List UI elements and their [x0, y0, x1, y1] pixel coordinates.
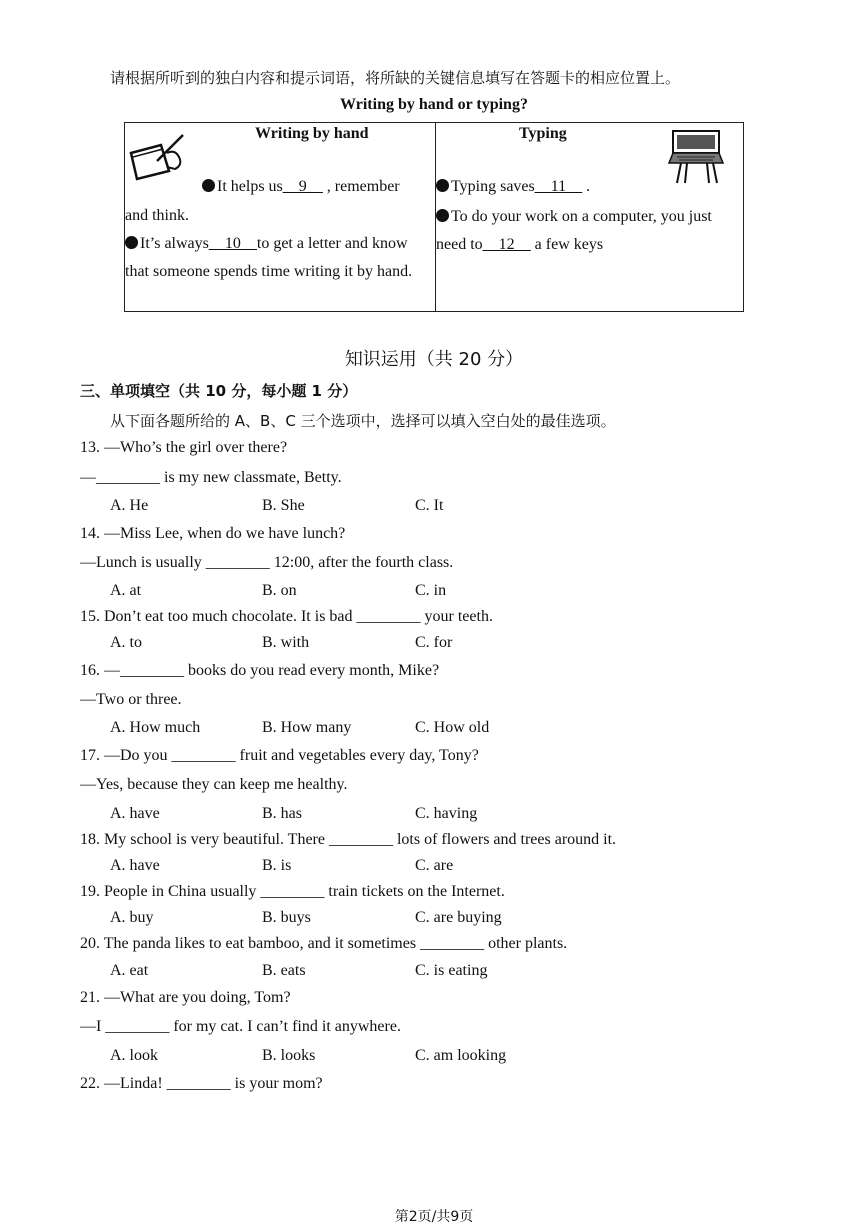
- left-line-3: [125, 230, 408, 258]
- question-13-option-a: A. He: [110, 497, 149, 514]
- blank-11: __11__: [534, 178, 583, 195]
- question-21-option-a: A. look: [110, 1047, 158, 1064]
- question-15-line-1: 15. Don’t eat too much chocolate. It is bad ________ your teeth.: [80, 608, 493, 625]
- bullet-icon: [125, 236, 138, 249]
- left-text-3a: It’s always: [140, 235, 209, 252]
- question-17-option-a: A. have: [110, 805, 160, 822]
- question-18-option-c: C. are: [415, 857, 454, 874]
- blank-9: __9__: [282, 178, 323, 195]
- question-19-option-a: A. buy: [110, 909, 154, 926]
- question-13-option-b: B. She: [262, 497, 305, 514]
- part3-heading: 三、单项填空（共 10 分，每小题 1 分）: [80, 382, 358, 400]
- question-20-option-c: C. is eating: [415, 962, 488, 979]
- question-20-option-a: A. eat: [110, 962, 149, 979]
- question-14-option-a: A. at: [110, 582, 142, 599]
- right-column-header: Typing: [519, 125, 567, 142]
- question-16-line-1: 16. —________ books do you read every month, Mike?: [80, 662, 440, 679]
- question-19-option-b: B. buys: [262, 909, 311, 926]
- question-19-option-c: C. are buying: [415, 909, 502, 926]
- right-line-3: [436, 231, 603, 259]
- right-text-3b: a few keys: [530, 236, 604, 253]
- question-19-line-1: 19. People in China usually ________ train tickets on the Internet.: [80, 883, 505, 900]
- question-14-line-1: 14. —Miss Lee, when do we have lunch?: [80, 525, 346, 542]
- left-line-2: and think.: [125, 207, 189, 224]
- question-14-option-b: B. on: [262, 582, 297, 599]
- writing-hand-icon: [127, 131, 189, 183]
- question-15-option-b: B. with: [262, 634, 310, 651]
- question-14-line-2: —Lunch is usually ________ 12:00, after the fourth class.: [80, 554, 454, 571]
- question-13-line-2: —________ is my new classmate, Betty.: [80, 469, 342, 486]
- question-18-line-1: 18. My school is very beautiful. There ________ lots of flowers and trees around it.: [80, 831, 617, 848]
- question-21-option-b: B. looks: [262, 1047, 316, 1064]
- question-16-option-b: B. How many: [262, 719, 352, 736]
- question-13-option-c: C. It: [415, 497, 444, 514]
- question-15-option-a: A. to: [110, 634, 142, 651]
- right-line-1: [436, 173, 590, 201]
- right-text-3a: need to: [436, 236, 483, 253]
- left-text-1a: It helps us: [217, 178, 283, 195]
- left-column-header: Writing by hand: [255, 125, 369, 142]
- question-13-line-1: 13. —Who’s the girl over there?: [80, 439, 288, 456]
- question-16-option-a: A. How much: [110, 719, 201, 736]
- right-text-1b: .: [582, 178, 591, 195]
- bullet-icon: [202, 179, 215, 192]
- question-16-option-c: C. How old: [415, 719, 490, 736]
- left-line-4: that someone spends time writing it by hand.: [125, 263, 413, 280]
- right-line-2: [436, 203, 712, 231]
- bullet-icon: [436, 179, 449, 192]
- listening-instruction: 请根据所听到的独白内容和提示词语，将所缺的关键信息填写在答题卡的相应位置上。: [110, 69, 681, 87]
- question-20-line-1: 20. The panda likes to eat bamboo, and it sometimes ________ other plants.: [80, 935, 568, 952]
- left-text-1b: , remember: [322, 178, 400, 195]
- bullet-icon: [436, 209, 449, 222]
- question-17-line-1: 17. —Do you ________ fruit and vegetables every day, Tony?: [80, 747, 479, 764]
- laptop-typing-icon: [667, 129, 725, 185]
- page-footer: 第2页/共9页: [394, 1209, 474, 1225]
- info-table: [124, 122, 744, 312]
- part3-instruction: 从下面各题所给的 A、B、C 三个选项中，选择可以填入空白处的最佳选项。: [110, 412, 616, 430]
- question-20-option-b: B. eats: [262, 962, 306, 979]
- question-14-option-c: C. in: [415, 582, 447, 599]
- question-21-line-1: 21. —What are you doing, Tom?: [80, 989, 291, 1006]
- question-18-option-a: A. have: [110, 857, 160, 874]
- question-15-option-c: C. for: [415, 634, 453, 651]
- question-17-option-c: C. having: [415, 805, 478, 822]
- blank-10: __10__: [208, 235, 257, 252]
- section-heading: 知识运用（共 20 分）: [344, 349, 524, 370]
- question-17-option-b: B. has: [262, 805, 302, 822]
- table-title: Writing by hand or typing?: [340, 96, 528, 113]
- left-text-3b: to get a letter and know: [256, 235, 408, 252]
- right-text-2: To do your work on a computer, you just: [451, 208, 712, 225]
- right-text-1a: Typing saves: [451, 178, 535, 195]
- blank-12: __12__: [482, 236, 531, 253]
- question-21-option-c: C. am looking: [415, 1047, 507, 1064]
- question-16-line-2: —Two or three.: [80, 691, 182, 708]
- left-line-1: [202, 173, 400, 201]
- question-22-line-1: 22. —Linda! ________ is your mom?: [80, 1075, 323, 1092]
- question-18-option-b: B. is: [262, 857, 292, 874]
- question-21-line-2: —I ________ for my cat. I can’t find it anywhere.: [80, 1018, 401, 1035]
- question-17-line-2: —Yes, because they can keep me healthy.: [80, 776, 348, 793]
